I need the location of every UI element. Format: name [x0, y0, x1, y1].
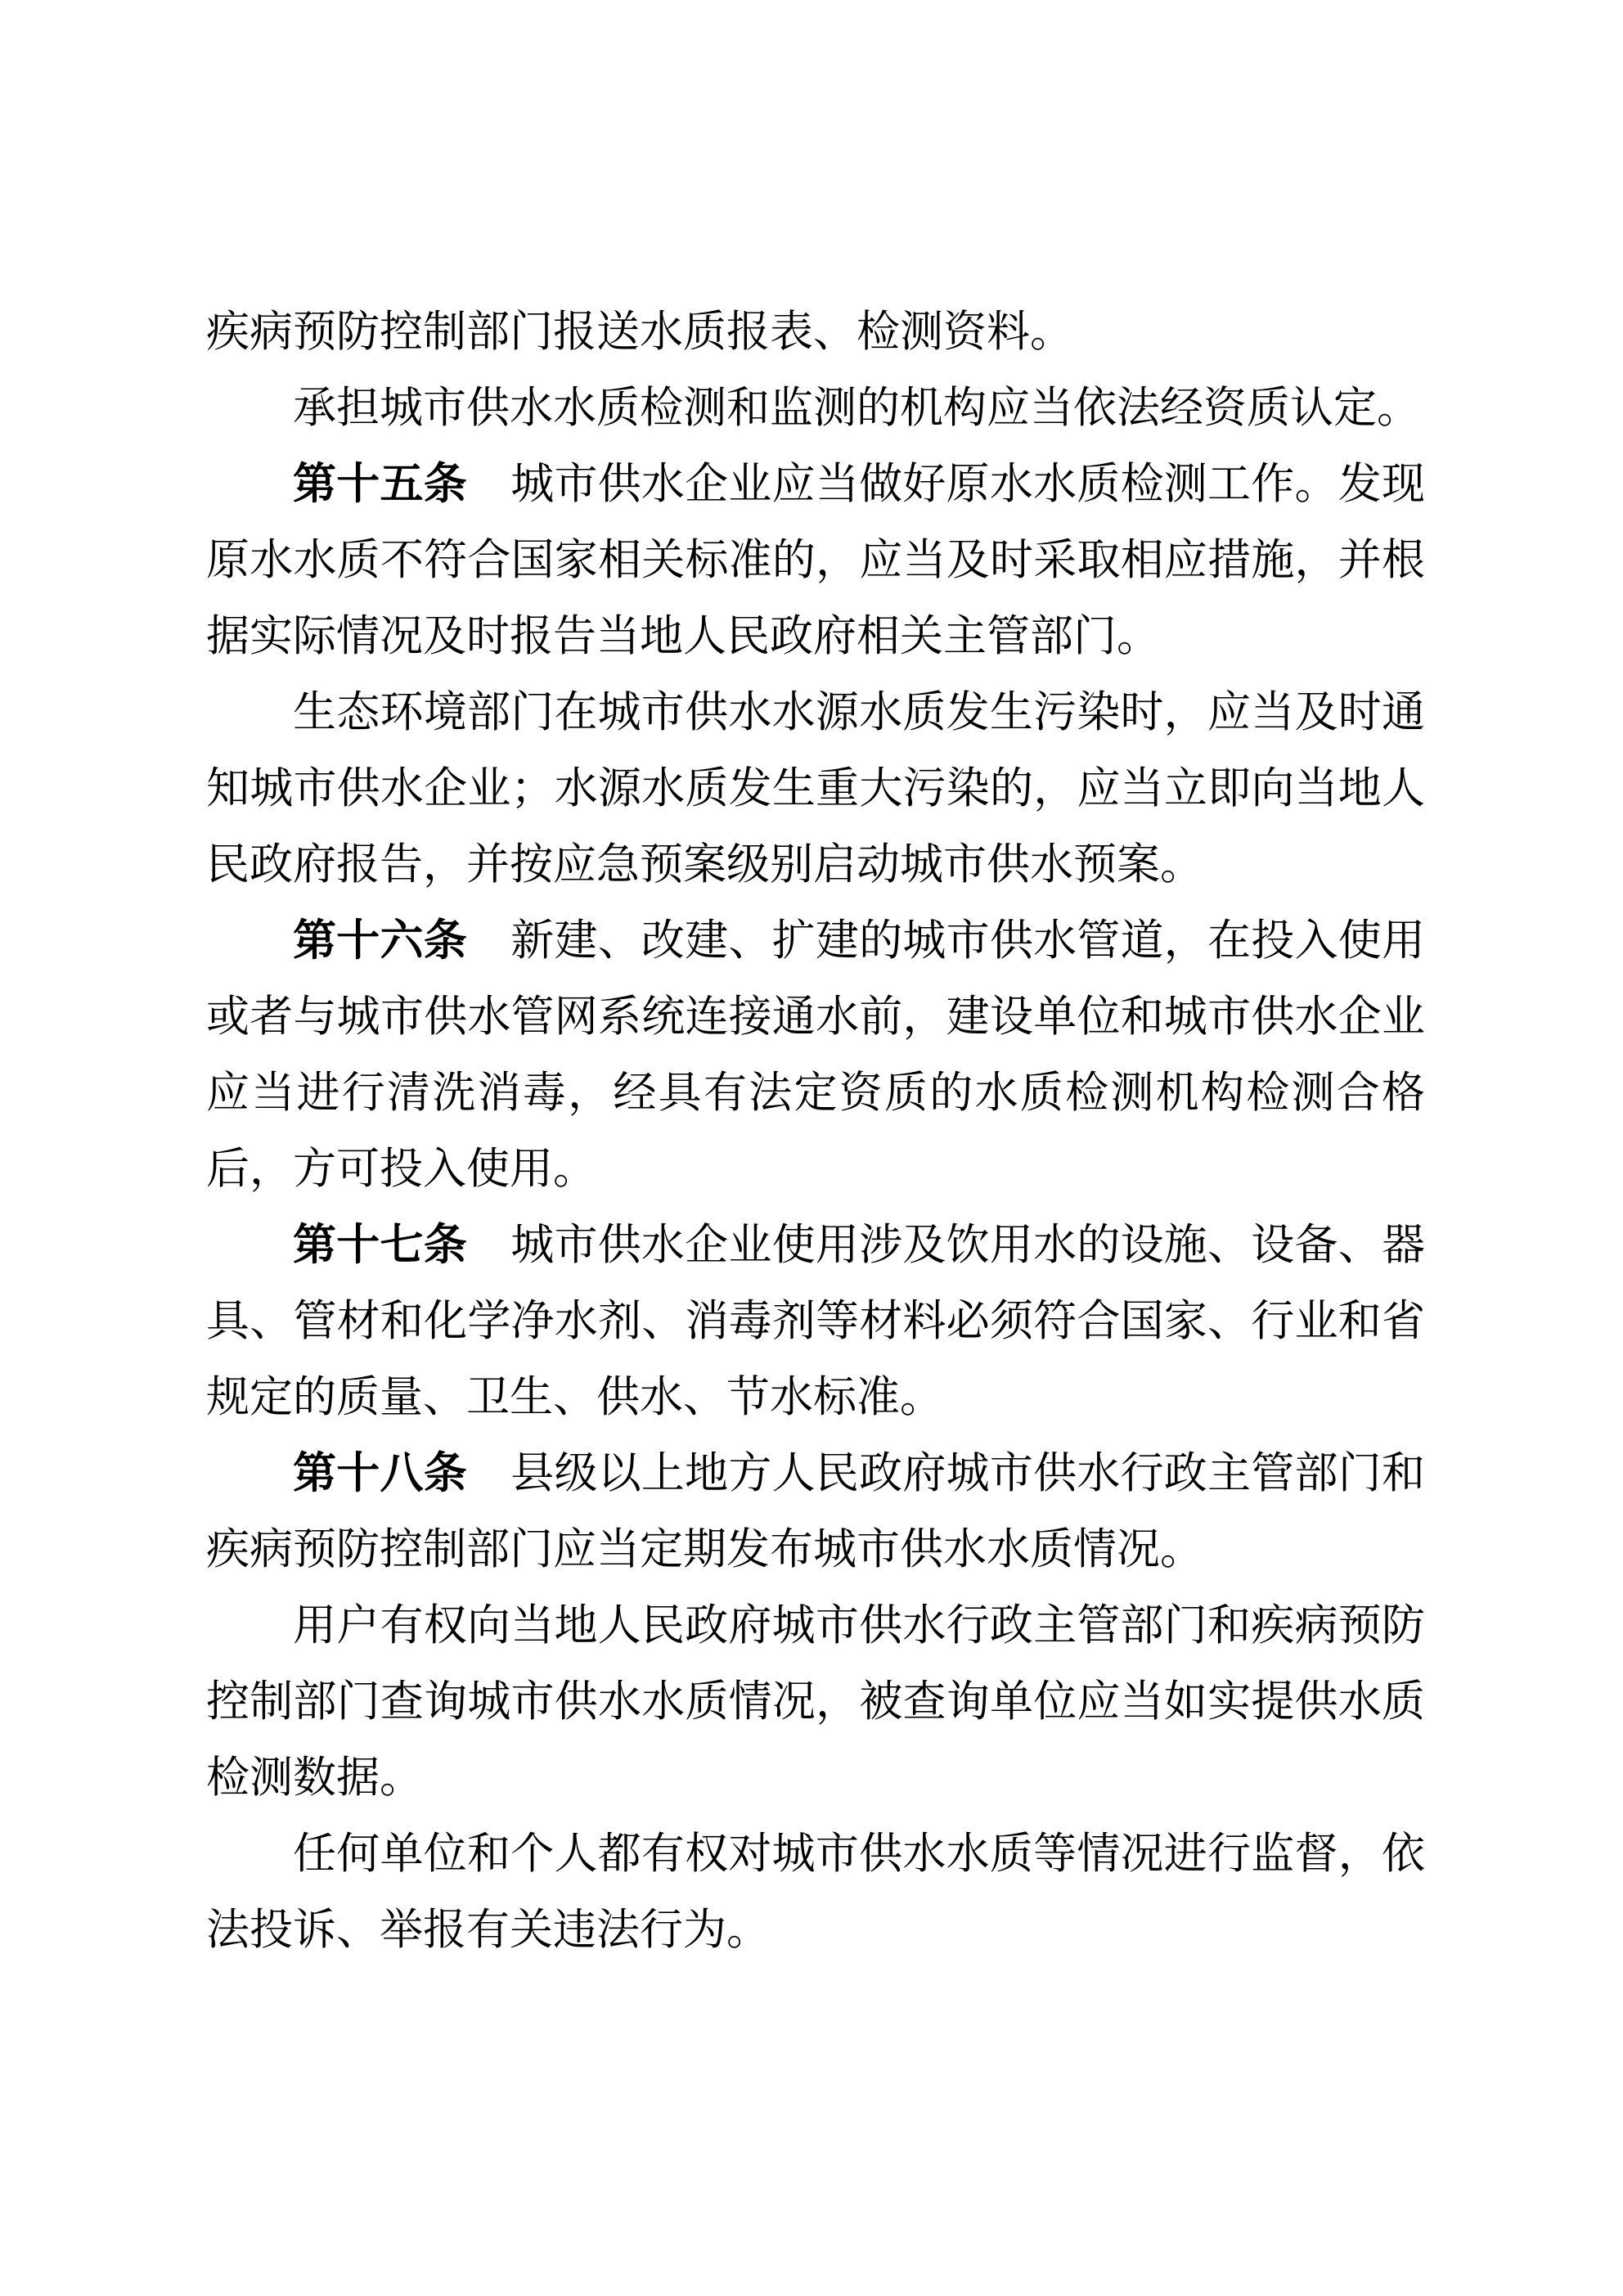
para-accreditation	[206, 371, 1425, 447]
article-18-text: 县级以上地方人民政府城市供水行政主管部门和疾病预防控制部门应当定期发布城市供水水质情况。	[206, 1450, 1426, 1573]
article-15-text: 城市供水企业应当做好原水水质检测工作。发现原水水质不符合国家相关标准的，应当及时采取相应措施，并根据实际情况及时报告当地人民政府相关主管部门。	[206, 461, 1426, 660]
article-18-number: 第十八条	[293, 1450, 467, 1497]
para-eco-environment-notice	[206, 675, 1425, 903]
para-user-inquiry-text: 用户有权向当地人民政府城市供水行政主管部门和疾病预防控制部门查询城市供水水质情况，被查询单位应当如实提供水质检测数据。	[206, 1602, 1425, 1802]
para-public-supervision-text: 任何单位和个人都有权对城市供水水质等情况进行监督，依法投诉、举报有关违法行为。	[206, 1830, 1425, 1954]
article-15	[206, 447, 1425, 675]
para-user-inquiry	[206, 1588, 1425, 1817]
para-accreditation-text: 承担城市供水水质检测和监测的机构应当依法经资质认定。	[293, 385, 1420, 432]
article-16-text: 新建、改建、扩建的城市供水管道，在投入使用或者与城市供水管网系统连接通水前，建设单位和城市供水企业应当进行清洗消毒，经具有法定资质的水质检测机构检测合格后，方可投入使用。	[206, 917, 1426, 1193]
para-disease-control-report	[206, 295, 1425, 371]
article-16	[206, 903, 1425, 1208]
article-16-number: 第十六条	[293, 917, 467, 965]
para-disease-control-report-text: 疾病预防控制部门报送水质报表、检测资料。	[206, 308, 1073, 356]
article-17	[206, 1208, 1425, 1436]
para-public-supervision	[206, 1817, 1425, 1969]
article-17-text: 城市供水企业使用涉及饮用水的设施、设备、器具、管材和化学净水剂、消毒剂等材料必须符合国家、行业和省规定的质量、卫生、供水、节水标准。	[206, 1222, 1426, 1421]
article-15-number: 第十五条	[293, 461, 467, 508]
document-text-block	[206, 295, 1425, 1969]
article-17-number: 第十七条	[293, 1222, 467, 1269]
article-18	[206, 1436, 1425, 1588]
para-eco-environment-notice-text: 生态环境部门在城市供水水源水质发生污染时，应当及时通知城市供水企业；水源水质发生重大污染的，应当立即向当地人民政府报告，并按应急预案级别启动城市供水预案。	[206, 689, 1425, 889]
